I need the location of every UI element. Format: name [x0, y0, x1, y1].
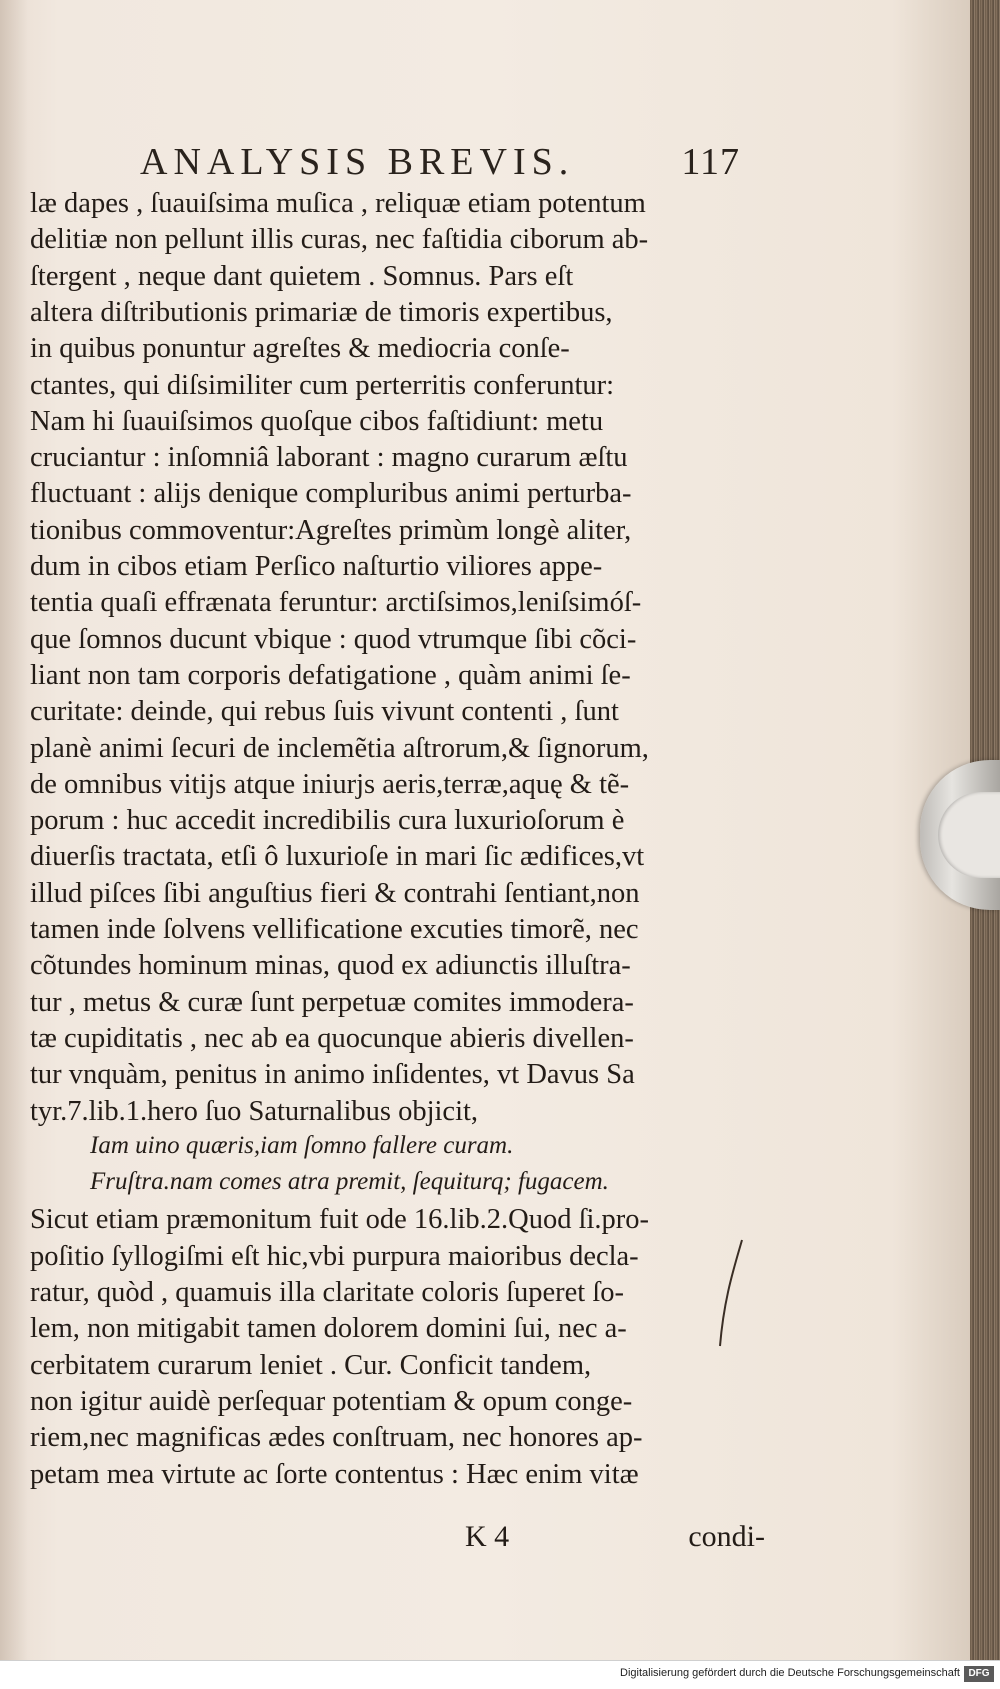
- text-line: Sicut etiam præmonitum fuit ode 16.lib.2.Quod ſi.pro-: [30, 1204, 650, 1236]
- text-line: porum : huc accedit incredibilis cura luxurioſorum è: [30, 805, 625, 837]
- text-line: læ dapes , ſuauiſsima muſica , reliquæ etiam potentum: [30, 188, 646, 219]
- digitization-footer: [0, 1660, 1000, 1689]
- text-line: non igitur auidè perſequar potentiam & opum conge-: [30, 1385, 633, 1417]
- text-line: poſitio ſyllogiſmi eſt hic,vbi purpura maioribus decla-: [30, 1240, 639, 1272]
- text-line: cerbitatem curarum leniet . Cur. Conficit tandem,: [30, 1349, 592, 1381]
- catchline: [465, 1520, 765, 1560]
- text-line: tentia quaſi effrænata feruntur: arctiſsimos,leniſsimóſ-: [30, 587, 642, 619]
- text-line: planè animi ſecuri de inclemẽtia aſtrorum,& ſignorum,: [30, 732, 649, 764]
- running-head: [140, 140, 740, 190]
- signature-mark: K 4: [465, 1520, 510, 1553]
- page-clip-inner: [938, 792, 1000, 878]
- gutter-shadow: [0, 0, 28, 1660]
- text-line: liant non tam corporis defatigatione , quàm animi ſe-: [30, 659, 631, 691]
- text-line: altera diſtributionis primariæ de timoris expertibus,: [30, 296, 613, 328]
- verse-line: Iam uino quæris,iam ſomno fallere curam.: [90, 1131, 514, 1159]
- text-line: dum in cibos etiam Perſico naſturtio viliores appe-: [30, 551, 603, 582]
- text-line: fluctuant : alijs denique compluribus animi perturba-: [30, 478, 632, 510]
- text-line: curitate: deinde, qui rebus ſuis vivunt contenti , ſunt: [30, 696, 619, 728]
- text-line: ſtergent , neque dant quietem . Somnus. Pars eſt: [30, 260, 574, 292]
- text-line: Nam hi ſuauiſsimos quoſque cibos faſtidiunt: metu: [30, 405, 604, 437]
- text-line: in quibus ponuntur agreſtes & mediocria conſe-: [30, 333, 570, 365]
- text-line: cruciantur : inſomniâ laborant : magno curarum æſtu: [30, 442, 628, 474]
- text-line: tyr.7.lib.1.hero ſuo Saturnalibus objicit,: [30, 1095, 479, 1127]
- text-line: riem,nec magnificas ædes conſtruam, nec honores ap-: [30, 1422, 643, 1454]
- verse-line: Fruſtra.nam comes atra premit, ſequiturq; fugacem.: [90, 1168, 609, 1196]
- text-line: delitiæ non pellunt illis curas, nec faſtidia ciborum ab-: [30, 224, 649, 256]
- running-title: ANALYSIS BREVIS.: [140, 141, 575, 183]
- catchword: condi-: [688, 1520, 765, 1553]
- text-line: cõtundes hominum minas, quod ex adiunctis illuſtra-: [30, 950, 631, 982]
- text-line: petam mea virtute ac ſorte contentus : Hæc enim vitæ: [30, 1458, 639, 1490]
- pen-mark-annotation: [716, 1238, 746, 1348]
- text-line: lem, non mitigabit tamen dolorem domini ſui, nec a-: [30, 1313, 627, 1345]
- text-line: ctantes, qui diſsimiliter cum perterritis conferuntur:: [30, 369, 615, 401]
- text-line: ratur, quòd , quamuis illa claritate coloris ſuperet ſo-: [30, 1277, 625, 1308]
- text-line: illud piſces ſibi anguſtius fieri & contrahi ſentiant,non: [30, 877, 640, 909]
- text-line: tionibus commoventur:Agreſtes primùm longè aliter,: [30, 514, 632, 546]
- text-line: tur vnquàm, penitus in animo inſidentes, vt Davus Sa: [30, 1059, 635, 1091]
- dfg-logo: DFG: [964, 1666, 994, 1682]
- text-line: diuerſis tractata, etſi ô luxurioſe in mari ſic ædifices,vt: [30, 841, 645, 873]
- page-number: 117: [681, 141, 740, 183]
- text-line: tur , metus & curæ ſunt perpetuæ comites immodera-: [30, 986, 634, 1018]
- text-line: que ſomnos ducunt vbique : quod vtrumque ſibi cõci-: [30, 623, 637, 655]
- text-line: tæ cupiditatis , nec ab ea quocunque abieris divellen-: [30, 1022, 634, 1054]
- text-line: de omnibus vitijs atque iniurjs aeris,terræ,aquę & tẽ-: [30, 768, 630, 800]
- text-line: tamen inde ſolvens vellificatione excuties timorẽ, nec: [30, 914, 639, 945]
- footer-credit: Digitalisierung gefördert durch die Deutsche Forschungsgemeinschaft: [620, 1667, 960, 1679]
